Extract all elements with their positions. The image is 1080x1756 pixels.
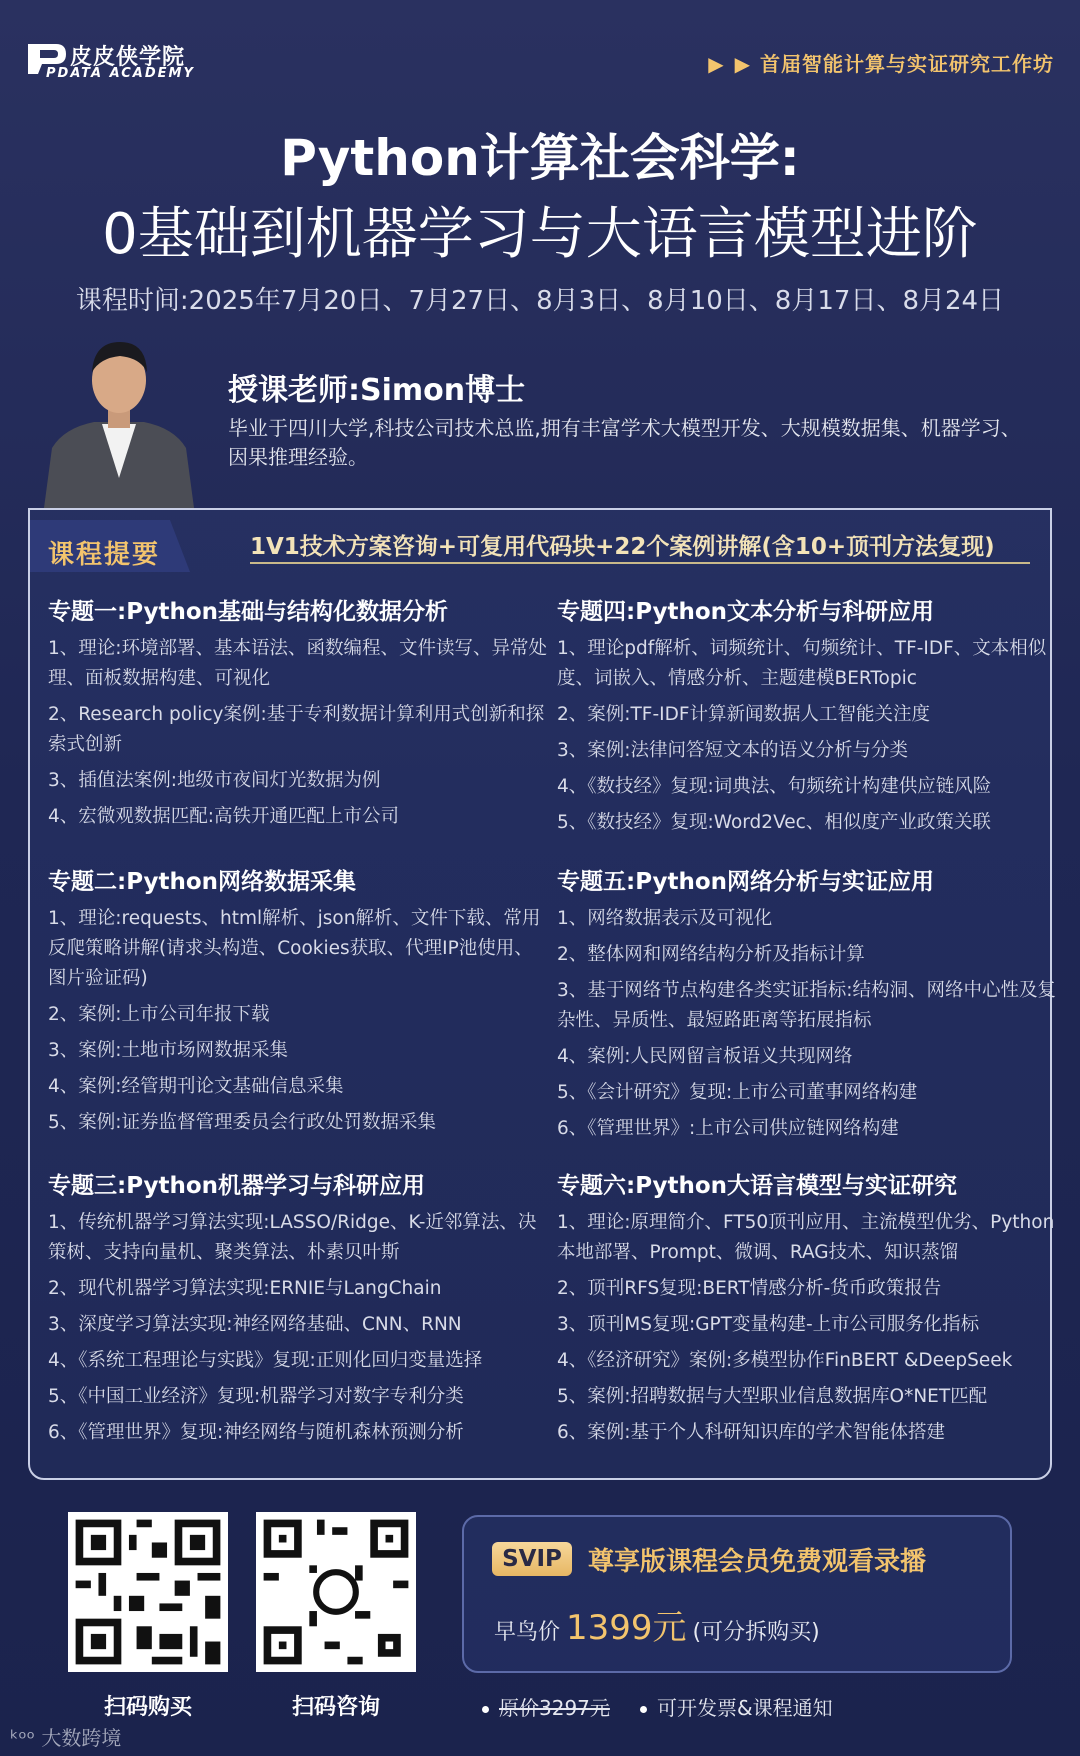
logo-subtext: PDATA ACADEMY: [46, 66, 195, 81]
topic-title: 专题五:Python网络分析与实证应用: [557, 869, 935, 895]
topic-4: [557, 596, 1057, 838]
price-value: 1399元: [566, 1608, 687, 1648]
list-item: 5、案例:证券监督管理委员会行政处罚数据采集: [48, 1112, 437, 1133]
highlight-underline: [250, 562, 1030, 564]
price-row: [494, 1600, 820, 1649]
price-prefix: 早鸟价: [494, 1620, 561, 1645]
list-item: 3、基于网络节点构建各类实证指标:结构洞、网络中心性及复杂性、异质性、最短路距离等拓展指标: [557, 980, 1057, 1031]
list-item: 4、案例:人民网留言板语义共现网络: [557, 1046, 853, 1067]
purchase-qr-label: 扫码购买: [103, 1695, 192, 1720]
list-item: 2、整体网和网络结构分析及指标计算: [557, 944, 865, 965]
tagline-text: 首届智能计算与实证研究工作坊: [760, 52, 1054, 76]
list-item: 3、深度学习算法实现:神经网络基础、CNN、RNN: [48, 1314, 462, 1335]
consult-qr-label: 扫码咨询: [291, 1695, 380, 1720]
list-item: 4、宏微观数据匹配:高铁开通匹配上市公司: [48, 806, 400, 827]
list-item: 1、传统机器学习算法实现:LASSO/Ridge、K-近邻算法、决策树、支持向量机、聚类算法、朴素贝叶斯: [48, 1212, 537, 1263]
list-item: 6、《管理世界》复现:神经网络与随机森林预测分析: [48, 1422, 464, 1443]
watermark-text: 大数跨境: [41, 1726, 122, 1750]
logo: [26, 40, 216, 82]
list-item: 3、插值法案例:地级市夜间灯光数据为例: [48, 770, 381, 791]
svip-badge: SVIP: [492, 1542, 572, 1576]
topic-title: 专题六:Python大语言模型与实证研究: [557, 1173, 958, 1199]
topic-title: 专题三:Python机器学习与科研应用: [48, 1173, 426, 1199]
watermark-icon: ᵏᵒᵒ: [10, 1726, 36, 1750]
list-item: 6、案例:基于个人科研知识库的学术智能体搭建: [557, 1422, 946, 1443]
list-item: 4、案例:经管期刊论文基础信息采集: [48, 1076, 344, 1097]
topic-2: [48, 866, 548, 1138]
list-item: 2、案例:TF-IDF计算新闻数据人工智能关注度: [557, 704, 930, 725]
original-price: [482, 1692, 610, 1721]
list-item: 4、《系统工程理论与实践》复现:正则化回归变量选择: [48, 1350, 483, 1371]
svip-title: 尊享版课程会员免费观看录播: [588, 1547, 927, 1577]
teacher-bio: 毕业于四川大学,科技公司技术总监,拥有丰富学术大模型开发、大规模数据集、机器学习、因果推理经验。: [228, 416, 1021, 469]
invoice-note: [640, 1692, 833, 1721]
list-item: 1、网络数据表示及可视化: [557, 908, 773, 929]
list-item: 5、《数技经》复现:Word2Vec、相似度产业政策关联: [557, 812, 991, 833]
consult-qr-code[interactable]: [256, 1512, 416, 1672]
list-item: 1、理论pdf解析、词频统计、句频统计、TF-IDF、文本相似度、词嵌入、情感分析、主题建模BERTopic: [557, 638, 1047, 689]
syllabus-tab-label: 课程提要: [48, 540, 161, 570]
purchase-qr-code[interactable]: [68, 1512, 228, 1672]
topic-title: 专题四:Python文本分析与科研应用: [557, 599, 935, 625]
list-item: 4、《经济研究》案例:多模型协作FinBERT &DeepSeek: [557, 1350, 1013, 1371]
syllabus-highlight: 1V1技术方案咨询+可复用代码块+22个案例讲解(含10+顶刊方法复现): [250, 534, 995, 560]
list-item: 5、《会计研究》复现:上市公司董事网络构建: [557, 1082, 918, 1103]
teacher-photo: [44, 328, 194, 508]
list-item: 2、顶刊RFS复现:BERT情感分析-货币政策报告: [557, 1278, 942, 1299]
topic-title: 专题二:Python网络数据采集: [48, 869, 357, 895]
bullet-dot-icon: [482, 1706, 489, 1713]
main-title: Python计算社会科学:: [280, 129, 800, 187]
watermark: [10, 1722, 121, 1751]
topic-title: 专题一:Python基础与结构化数据分析: [48, 599, 449, 625]
list-item: 3、案例:土地市场网数据采集: [48, 1040, 289, 1061]
topic-1: [48, 596, 548, 832]
topic-6: [557, 1170, 1057, 1448]
list-item: 3、顶刊MS复现:GPT变量构建-上市公司服务化指标: [557, 1314, 980, 1335]
invoice-note-text: 可开发票&课程通知: [657, 1696, 833, 1720]
event-tagline: [708, 48, 1054, 77]
list-item: 4、《数技经》复现:词典法、句频统计构建供应链风险: [557, 776, 992, 797]
list-item: 3、案例:法律问答短文本的语义分析与分类: [557, 740, 909, 761]
list-item: 6、《管理世界》:上市公司供应链网络构建: [557, 1118, 899, 1139]
original-price-text: 原价3297元: [499, 1696, 610, 1720]
list-item: 2、案例:上市公司年报下载: [48, 1004, 270, 1025]
course-schedule: 课程时间:2025年7月20日、7月27日、8月3日、8月10日、8月17日、8月24日: [75, 286, 1005, 316]
list-item: 5、案例:招聘数据与大型职业信息数据库O*NET匹配: [557, 1386, 988, 1407]
svip-offer-box: [462, 1515, 1012, 1673]
play-arrows-icon: ▶ ▶: [708, 52, 752, 76]
price-note: (可分拆购买): [692, 1620, 820, 1645]
teacher-name: 授课老师:Simon博士: [228, 373, 526, 408]
topic-3: [48, 1170, 548, 1448]
list-item: 2、Research policy案例:基于专利数据计算利用式创新和探索式创新: [48, 704, 545, 755]
logo-text: 皮皮侠学院: [70, 45, 186, 70]
main-subtitle: 0基础到机器学习与大语言模型进阶: [102, 202, 978, 267]
list-item: 1、理论:环境部署、基本语法、函数编程、文件读写、异常处理、面板数据构建、可视化: [48, 638, 548, 689]
topic-5: [557, 866, 1057, 1144]
list-item: 5、《中国工业经济》复现:机器学习对数字专利分类: [48, 1386, 464, 1407]
list-item: 1、理论:原理简介、FT50顶刊应用、主流模型优劣、Python本地部署、Prompt、微调、RAG技术、知识蒸馏: [557, 1212, 1055, 1263]
bullet-dot-icon: [640, 1706, 647, 1713]
list-item: 2、现代机器学习算法实现:ERNIE与LangChain: [48, 1278, 442, 1299]
list-item: 1、理论:requests、html解析、json解析、文件下载、常用反爬策略讲解(请求头构造、Cookies获取、代理IP池使用、图片验证码): [48, 908, 541, 989]
